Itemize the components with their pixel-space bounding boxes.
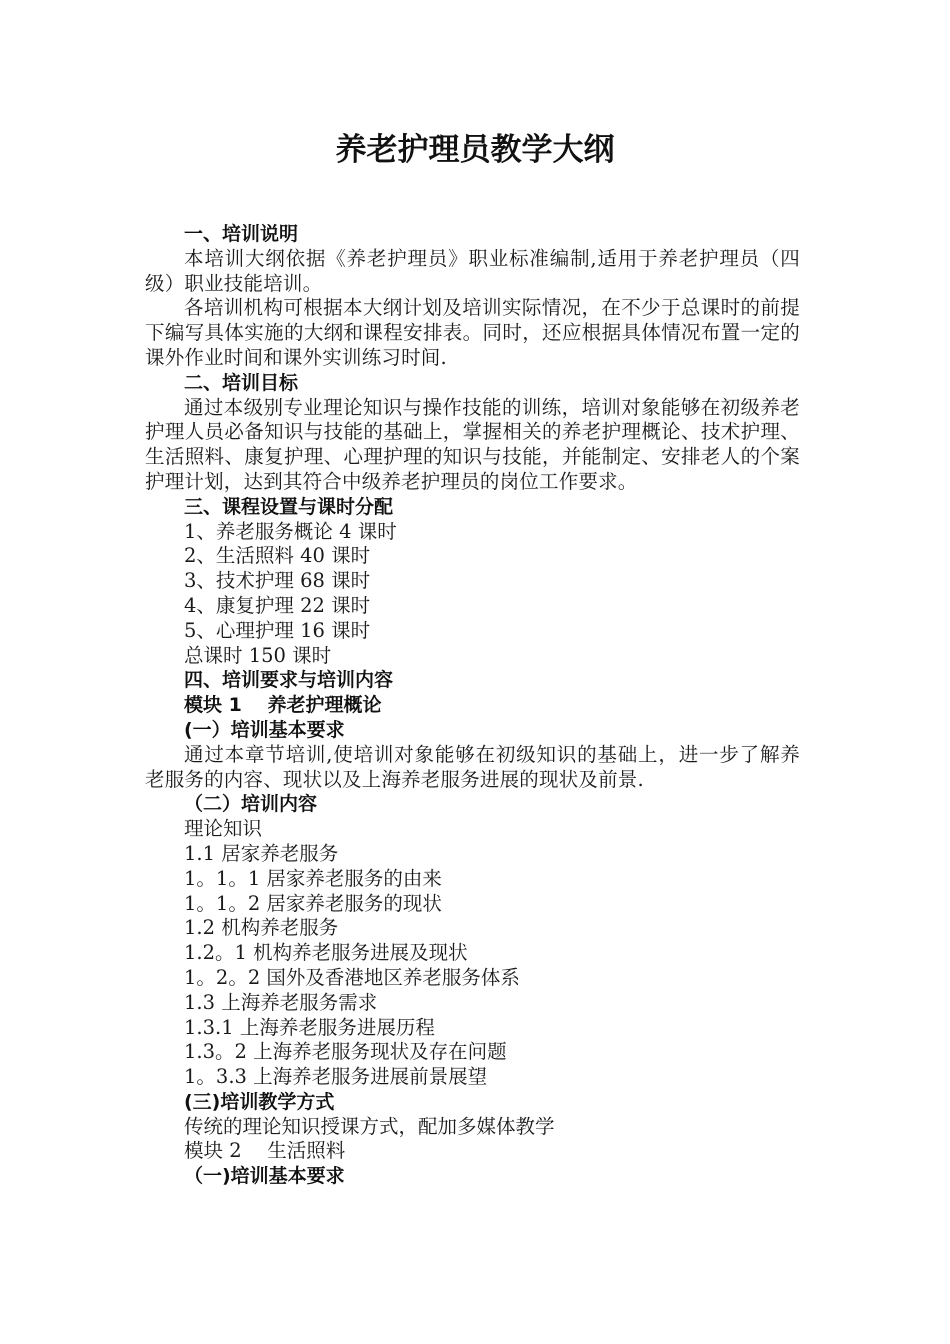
course-item: 4、康复护理 22 课时 xyxy=(184,593,371,617)
content-item: 1.2。1 机构养老服务进展及现状 xyxy=(184,941,468,965)
module-2-title: 模块 2 生活照料 xyxy=(184,1139,346,1163)
module-1-requirements-heading: (一）培训基本要求 xyxy=(184,718,345,741)
section-heading-1: 一、培训说明 xyxy=(184,223,299,245)
course-item: 5、心理护理 16 课时 xyxy=(184,618,371,642)
content-item: 1.3.1 上海养老服务进展历程 xyxy=(184,1015,435,1039)
content-item: 1。1。2 居家养老服务的现状 xyxy=(184,891,442,915)
section-heading-4: 四、培训要求与培训内容 xyxy=(184,669,394,692)
section-1-paragraph-2: 各培训机构可根据本大纲计划及培训实际情况，在不少于总课时的前提下编写具体实施的大纲和课程安排表。同时，还应根据具体情况布置一定的课外作业时间和课外实训练习时间. xyxy=(145,296,800,369)
section-1-paragraph-1: 本培训大纲依据《养老护理员》职业标准编制,适用于养老护理员（四级）职业技能培训。 xyxy=(145,246,800,295)
content-item: 1。2。2 国外及香港地区养老服务体系 xyxy=(184,965,520,989)
document-body xyxy=(145,222,800,1189)
content-item: 1.1 居家养老服务 xyxy=(184,841,339,865)
module-1-title: 模块 1 养老护理概论 xyxy=(184,694,382,717)
content-item: 1.2 机构养老服务 xyxy=(184,916,339,940)
content-item: 1.3 上海养老服务需求 xyxy=(184,990,378,1014)
document-title: 养老护理员教学大纲 xyxy=(335,132,615,168)
module-1-method-paragraph: 传统的理论知识授课方式，配加多媒体教学 xyxy=(184,1114,555,1138)
content-item: 1。1。1 居家养老服务的由来 xyxy=(184,866,442,890)
course-item: 3、技术护理 68 课时 xyxy=(184,569,371,593)
section-2-paragraph-1: 通过本级别专业理论知识与操作技能的训练，培训对象能够在初级养老护理人员必备知识与技能的基础上，掌握相关的养老护理概论、技术护理、生活照料、康复护理、心理护理的知识与技能，并能制定、安排老人的个案护理计划，达到其符合中级养老护理员的岗位工作要求。 xyxy=(145,395,800,493)
section-heading-3: 三、课程设置与课时分配 xyxy=(184,495,394,518)
module-1-method-heading: (三)培训教学方式 xyxy=(184,1090,335,1113)
module-1-requirements-paragraph: 通过本章节培训,使培训对象能够在初级知识的基础上，进一步了解养老服务的内容、现状以及上海养老服务进展的现状及前景. xyxy=(145,742,800,791)
module-2-requirements-heading: （一)培训基本要求 xyxy=(184,1165,345,1188)
content-item: 1。3.3 上海养老服务进展前景展望 xyxy=(184,1065,488,1089)
total-hours: 总课时 150 课时 xyxy=(184,643,332,667)
course-item: 2、生活照料 40 课时 xyxy=(184,544,371,568)
content-item: 1.3。2 上海养老服务现状及存在问题 xyxy=(184,1040,507,1064)
module-1-content-heading: （二）培训内容 xyxy=(184,793,318,816)
course-item: 1、养老服务概论 4 课时 xyxy=(184,519,397,543)
section-heading-2: 二、培训目标 xyxy=(184,371,299,394)
content-item: 理论知识 xyxy=(184,817,263,841)
